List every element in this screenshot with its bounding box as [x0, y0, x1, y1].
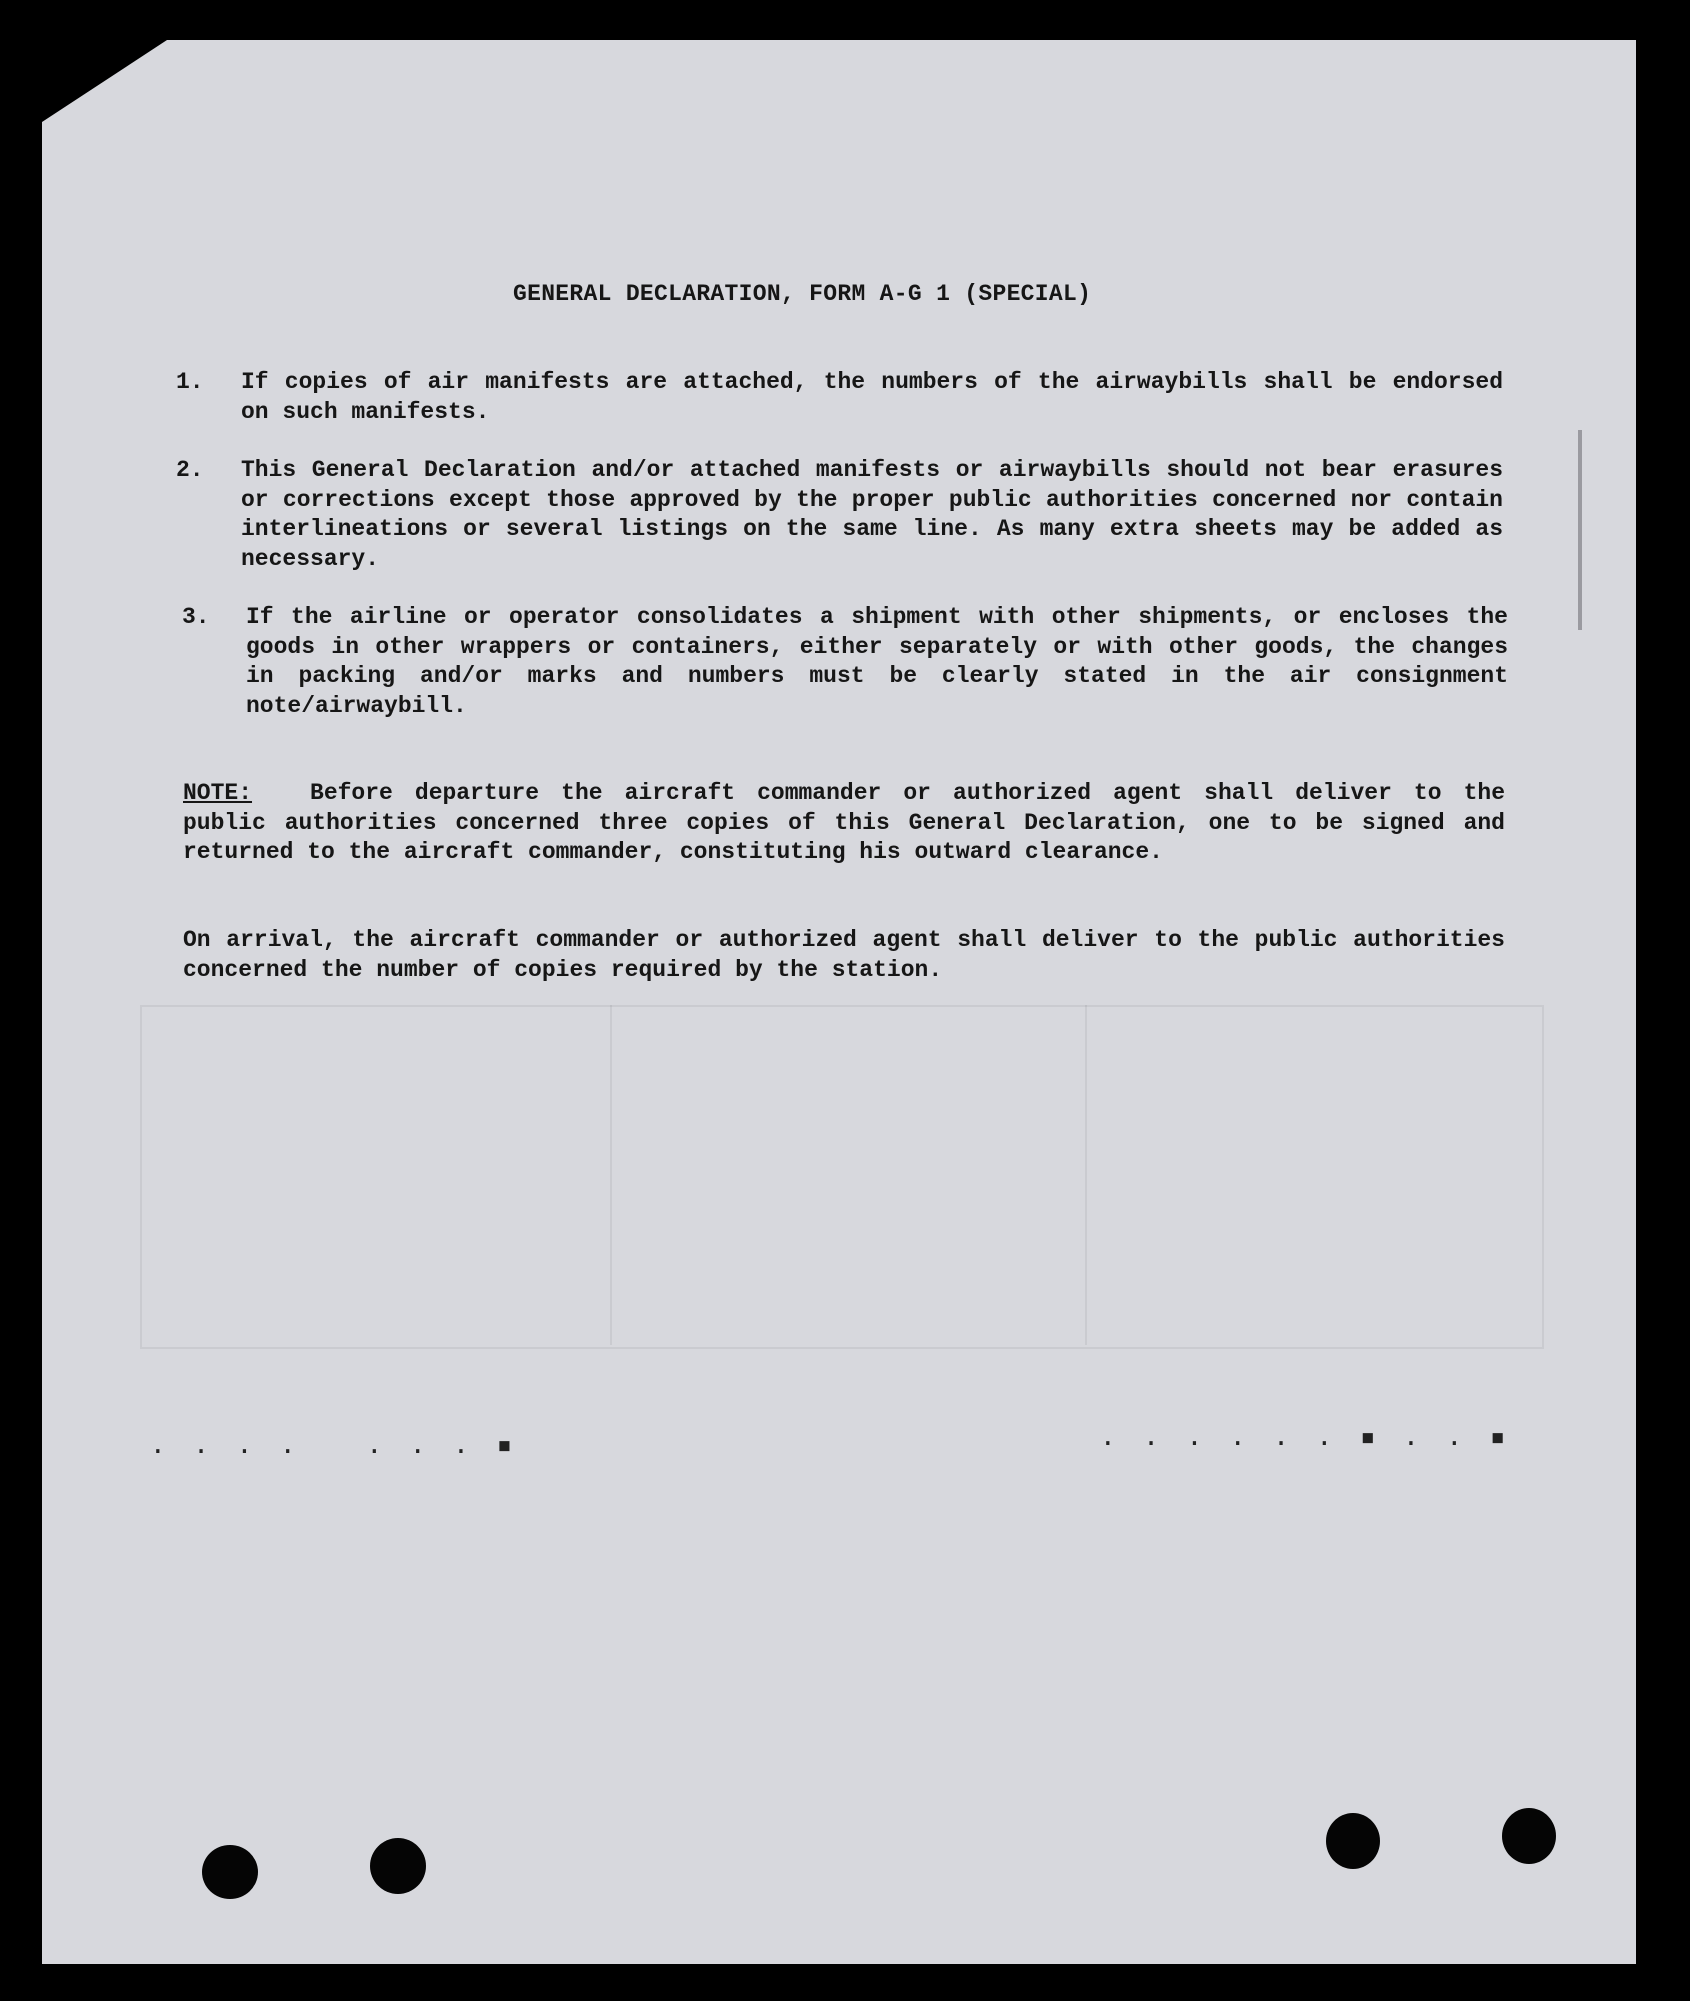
note-label: NOTE: — [183, 780, 253, 806]
arrival-paragraph: On arrival, the aircraft commander or authorized agent shall deliver to the public authorities concerned the number of copies required by the station. — [183, 927, 1505, 983]
list-item-number: 1. — [176, 369, 204, 395]
list-item-text: If copies of air manifests are attached, the numbers of the airwaybills shall be endorsed on such manifests. — [241, 369, 1503, 425]
note-text: Before departure the aircraft commander or authorized agent shall deliver to the public authorities concerned three copies of this General Declaration, one to be signed and returned to the aircraft commander, constituting his outward clearance. — [183, 780, 1505, 865]
list-item-text: If the airline or operator consolidates a shipment with other shipments, or encloses the goods in other wrappers or containers, either separately or with other goods, the changes in packing and/or marks and numbers must be clearly stated in the air consignment note/airwaybill. — [246, 604, 1508, 719]
note-paragraph — [183, 779, 1505, 868]
document-title: GENERAL DECLARATION, FORM A-G 1 (SPECIAL) — [513, 281, 1092, 307]
list-item-text: This General Declaration and/or attached manifests or airwaybills should not bear erasures or corrections except those approved by the proper public authorities concerned nor contain interlineations or several listings on the same line. As many extra sheets may be added as necessary. — [241, 457, 1503, 572]
list-item-number: 2. — [176, 457, 204, 483]
dot-marks-right: . . . . . . ▪ . . ▪ — [1100, 1422, 1512, 1452]
dot-marks-left: . . . . . . . ▪ — [150, 1430, 519, 1460]
list-item-number: 3. — [182, 604, 210, 630]
